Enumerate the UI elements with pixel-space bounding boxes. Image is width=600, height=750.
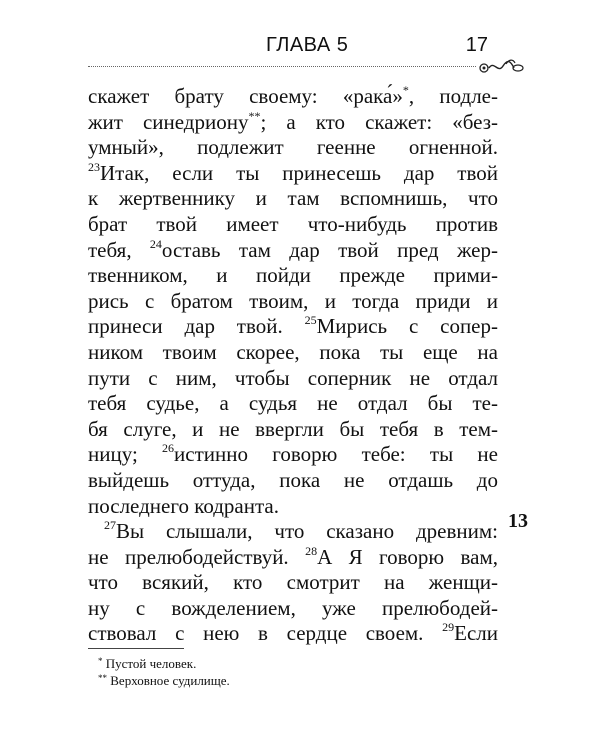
text-line: твенником, и пойди прежде прими- (88, 263, 498, 288)
text-line: к жертвеннику и там вспомнишь, что (88, 186, 498, 211)
margin-reading-number: 13 (508, 510, 528, 532)
footnote-mark: ** (248, 108, 261, 123)
footnotes (88, 655, 230, 689)
text-line: ну с вожделением, уже прелюбодей- (88, 595, 498, 620)
text-line: $^{27}$Вы слышали, что сказано древним: (104, 518, 498, 544)
footnote-item: * Пустой человек. (98, 656, 197, 671)
page-header (88, 34, 510, 74)
verse-number: 27 (104, 518, 116, 533)
page-number: 17 (465, 34, 488, 56)
text-line: тебя судье, а судья не отдал бы те- (88, 391, 498, 416)
text-line: выйдешь оттуда, пока не отдашь до (88, 467, 498, 492)
ornament-icon (478, 54, 524, 76)
text-line: последнего кодранта. (88, 493, 279, 518)
text-line: бя слуге, и не ввергли бы тебя в тем- (88, 416, 498, 441)
verse-number: 24 (149, 236, 162, 251)
text-line: скажет брату своему: «рака́»*, подле- (88, 83, 498, 108)
text-line: жит синедриону**; а кто скажет: «без- (88, 108, 498, 134)
verse-number: 29 (442, 620, 455, 635)
verse-number: 23 (88, 159, 100, 174)
chapter-title: ГЛАВА 5 (266, 34, 349, 56)
text-line: ником твоим скорее, пока ты еще на (88, 339, 498, 364)
scripture-text (88, 84, 498, 647)
footnote-item: ** Верховное судилище. (98, 673, 230, 688)
footnote-rule (88, 648, 184, 649)
text-line: умный», подлежит геенне огненной. (88, 135, 498, 160)
text-line: $^{23}$Итак, если ты принесешь дар твой (88, 159, 498, 185)
verse-number: 28 (305, 543, 318, 558)
text-line: ствовал с нею в сердце своем. $^{29}$Если (88, 620, 498, 646)
verse-number: 26 (162, 441, 175, 456)
text-line: тебя, $^{24}$оставь там дар твой пред жер- (88, 236, 498, 262)
footnote-mark: * (402, 83, 409, 97)
text-line: пути с ним, чтобы соперник не отдал (88, 365, 498, 390)
text-line: рись с братом твоим, и тогда приди и (88, 288, 498, 313)
header-rule (88, 66, 476, 67)
verse-number: 25 (304, 313, 317, 328)
text-line: ницу; $^{26}$истинно говорю тебе: ты не (88, 441, 498, 467)
text-line: принеси дар твой. $^{25}$Мирись с сопер- (88, 313, 498, 339)
text-line: что всякий, кто смотрит на женщи- (88, 570, 498, 595)
text-line: не прелюбодействуй. $^{28}$А Я говорю вам, (88, 543, 498, 569)
text-line: брат твой имеет что-нибудь против (88, 211, 498, 236)
